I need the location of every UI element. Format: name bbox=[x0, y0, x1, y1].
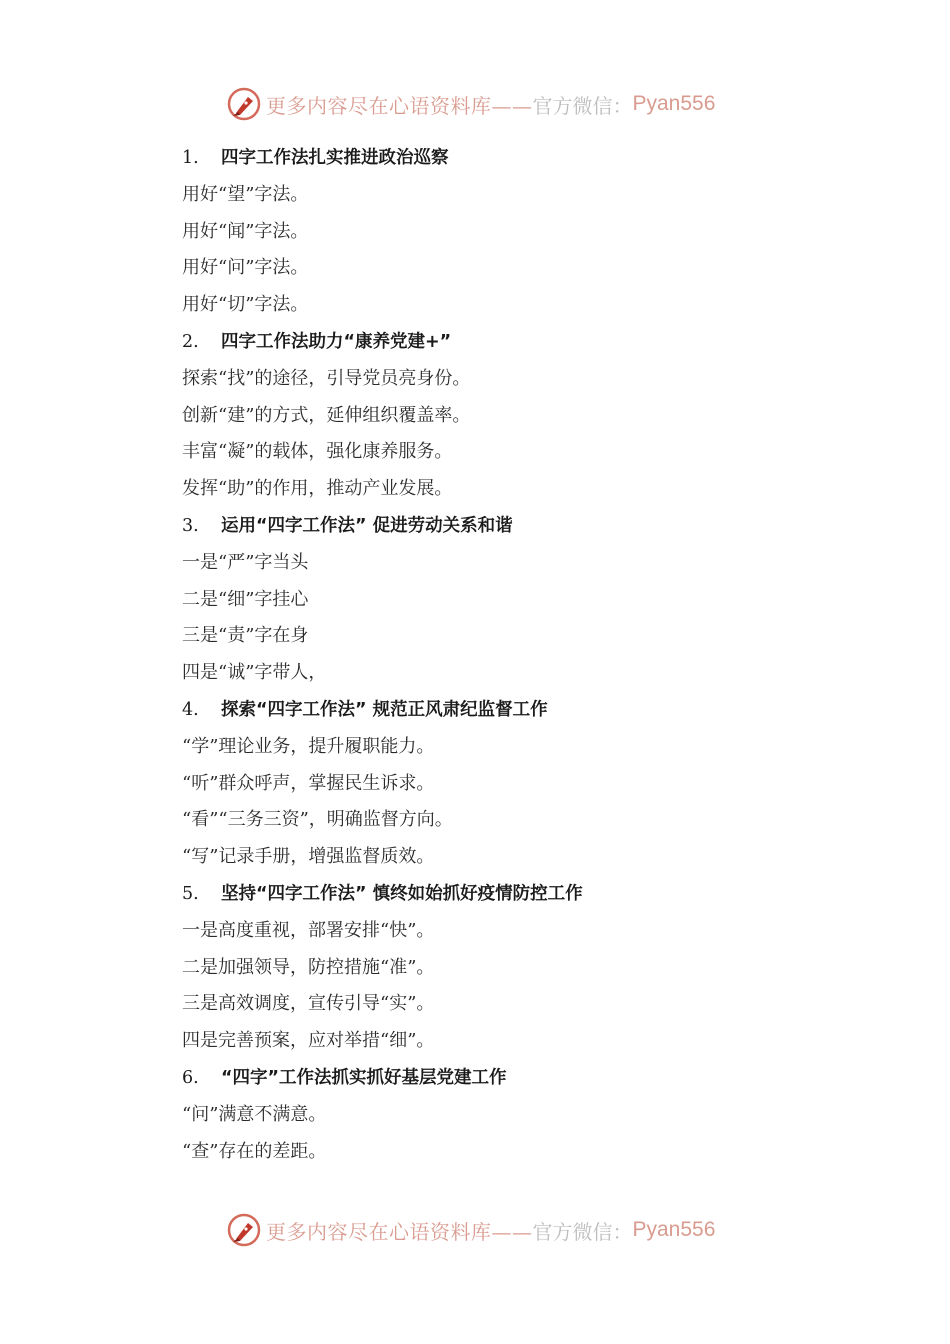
pen-nib-logo-icon bbox=[226, 86, 262, 122]
section-title: 四字工作法助力“康养党建+” bbox=[221, 331, 452, 352]
list-item: 三是高效调度，宣传引导“实”。 bbox=[182, 993, 435, 1015]
section-title: “四字”工作法抓实抓好基层党建工作 bbox=[221, 1067, 507, 1088]
section-heading bbox=[182, 876, 822, 913]
banner-wechat-label: 官方微信： bbox=[532, 93, 633, 118]
list-item: 探索“找”的途径，引导党员亮身份。 bbox=[182, 367, 471, 389]
section-number: 2. bbox=[182, 331, 199, 352]
section-title: 四字工作法扎实推进政治巡察 bbox=[221, 148, 449, 168]
list-item: 用好“望”字法。 bbox=[182, 183, 309, 205]
list-item: “查”存在的差距。 bbox=[182, 1140, 327, 1162]
section-title: 运用“四字工作法” 促进劳动关系和谐 bbox=[221, 515, 513, 536]
section-number: 4. bbox=[182, 699, 199, 720]
pen-nib-logo-icon bbox=[226, 1212, 262, 1248]
footer-banner bbox=[226, 1210, 746, 1250]
banner-slogan: 更多内容尽在心语资料库—— bbox=[266, 93, 533, 118]
list-item: 丰富“凝”的载体，强化康养服务。 bbox=[182, 441, 453, 463]
list-item: 二是加强领导，防控措施“准”。 bbox=[182, 956, 435, 978]
section-number: 3. bbox=[182, 515, 199, 536]
document-body bbox=[182, 140, 822, 1170]
section-heading bbox=[182, 324, 822, 361]
list-item: 一是“严”字当头 bbox=[182, 551, 309, 573]
list-item: “看”“三务三资”，明确监督方向。 bbox=[182, 809, 453, 831]
list-item: 用好“切”字法。 bbox=[182, 294, 309, 316]
list-item: 发挥“助”的作用，推动产业发展。 bbox=[182, 478, 453, 500]
list-item: 二是“细”字挂心 bbox=[182, 588, 309, 610]
section-number: 1. bbox=[182, 148, 199, 168]
list-item: “听”群众呼声，掌握民生诉求。 bbox=[182, 772, 435, 794]
section-heading bbox=[182, 692, 822, 729]
section-title: 坚持“四字工作法” 慎终如始抓好疫情防控工作 bbox=[221, 883, 583, 904]
list-item: 用好“问”字法。 bbox=[182, 257, 309, 279]
list-item: “学”理论业务，提升履职能力。 bbox=[182, 735, 435, 757]
header-banner bbox=[226, 84, 746, 124]
banner-wechat-id: Pyan556 bbox=[632, 1218, 716, 1241]
section-title: 探索“四字工作法” 规范正风肃纪监督工作 bbox=[221, 699, 548, 720]
banner-wechat-id: Pyan556 bbox=[632, 92, 716, 115]
list-item: 四是“诚”字带人， bbox=[182, 662, 327, 684]
section-number: 6. bbox=[182, 1067, 199, 1088]
section-heading bbox=[182, 140, 822, 177]
list-item: 一是高度重视，部署安排“快”。 bbox=[182, 919, 435, 941]
list-item: 用好“闻”字法。 bbox=[182, 220, 309, 242]
list-item: 三是“责”字在身 bbox=[182, 625, 309, 647]
section-number: 5. bbox=[182, 883, 199, 904]
section-heading bbox=[182, 508, 822, 545]
list-item: “问”满意不满意。 bbox=[182, 1103, 327, 1125]
list-item: “写”记录手册，增强监督质效。 bbox=[182, 846, 435, 868]
banner-wechat-label: 官方微信： bbox=[532, 1219, 633, 1244]
list-item: 创新“建”的方式，延伸组织覆盖率。 bbox=[182, 404, 471, 426]
section-heading bbox=[182, 1060, 822, 1097]
list-item: 四是完善预案，应对举措“细”。 bbox=[182, 1030, 435, 1052]
banner-slogan: 更多内容尽在心语资料库—— bbox=[266, 1219, 533, 1244]
